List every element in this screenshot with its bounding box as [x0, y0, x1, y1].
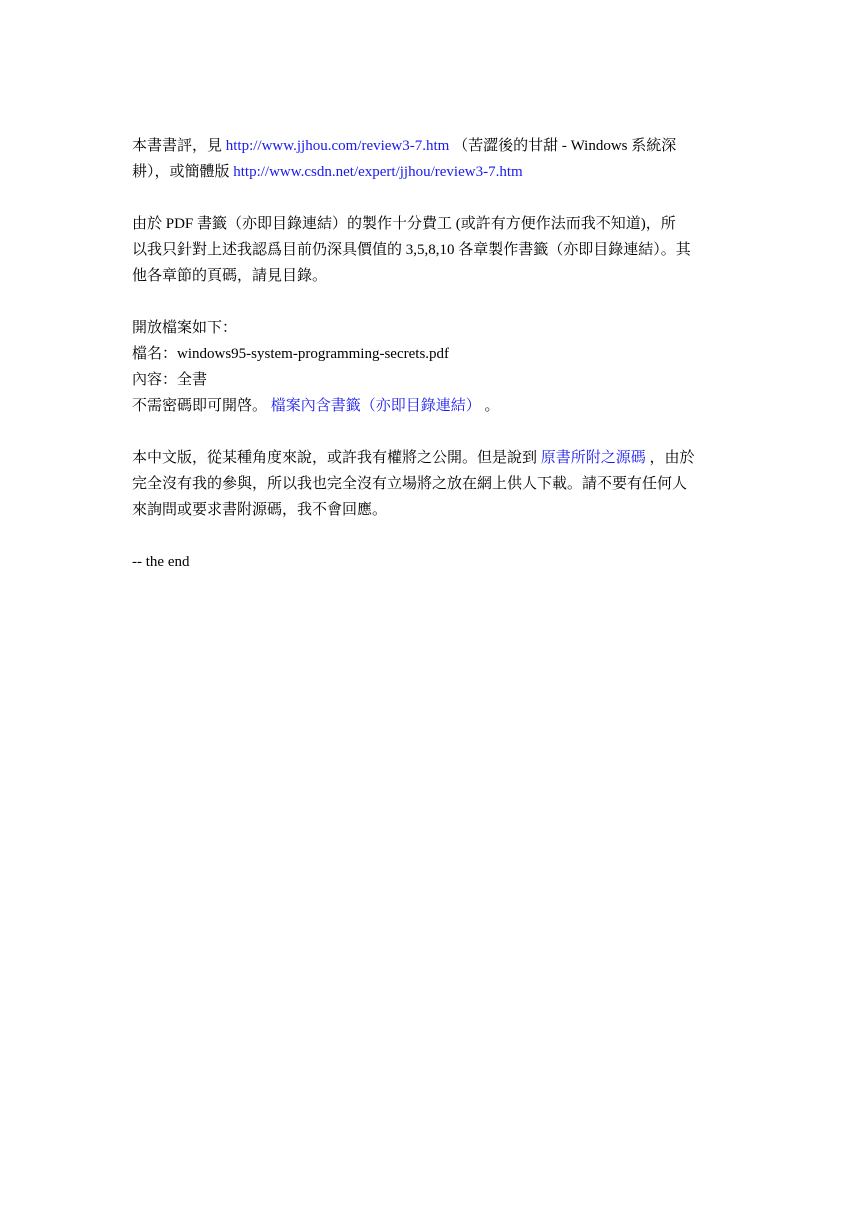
- source-code-line-1: [132, 445, 742, 471]
- file-password-line: [132, 393, 742, 419]
- source-code-line-2: 完全沒有我的參與，所以我也完全沒有立場將之放在網上供人下載。請不要有任何人: [132, 476, 688, 492]
- bookmark-note-paragraph: [132, 211, 742, 289]
- file-info-paragraph: [132, 315, 742, 419]
- bookmark-note-line-3: 他各章節的頁碼，請見目錄。: [132, 268, 328, 284]
- document-body: [132, 133, 742, 601]
- password-note-end: 。: [484, 398, 500, 414]
- review-link-traditional[interactable]: http://www.jjhou.com/review3-7.htm: [225, 138, 450, 154]
- review-line-1: [132, 133, 742, 159]
- source-code-line-3: 來詢問或要求書附源碼，我不會回應。: [132, 502, 388, 518]
- file-info-heading: 開放檔案如下：: [132, 320, 238, 336]
- source-code-intro-end: ，由於: [649, 450, 695, 466]
- source-code-link[interactable]: 原書所附之源碼: [540, 450, 646, 466]
- review-title-text: （苦澀後的甘甜 - Windows 系統深: [453, 138, 677, 154]
- bookmark-link[interactable]: 檔案內含書籤（亦即目錄連結）: [270, 398, 481, 414]
- end-marker: -- the end: [132, 554, 190, 570]
- file-name-line: 檔名：windows95-system-programming-secrets.pdf: [132, 346, 450, 362]
- password-note-text: 不需密碼即可開啓。: [132, 398, 268, 414]
- review-intro-text: 本書書評，見: [132, 138, 226, 154]
- review-paragraph: [132, 133, 742, 185]
- review-line-2: [132, 159, 742, 185]
- bookmark-note-line-2: 以我只針對上述我認爲目前仍深具價值的 3,5,8,10 各章製作書籤（亦即目錄連結）。其: [132, 242, 691, 258]
- file-content-line: 內容：全書: [132, 372, 208, 388]
- source-code-paragraph: [132, 445, 742, 523]
- source-code-intro-text: 本中文版，從某種角度來說，或許我有權將之公開。但是說到: [132, 450, 538, 466]
- bookmark-note-line-1: 由於 PDF 書籤（亦即目錄連結）的製作十分費工 (或許有方便作法而我不知道)，所: [132, 216, 676, 232]
- review-link-simplified[interactable]: http://www.csdn.net/expert/jjhou/review3-7.htm: [233, 164, 523, 180]
- review-simplified-text: 耕），或簡體版: [132, 164, 234, 180]
